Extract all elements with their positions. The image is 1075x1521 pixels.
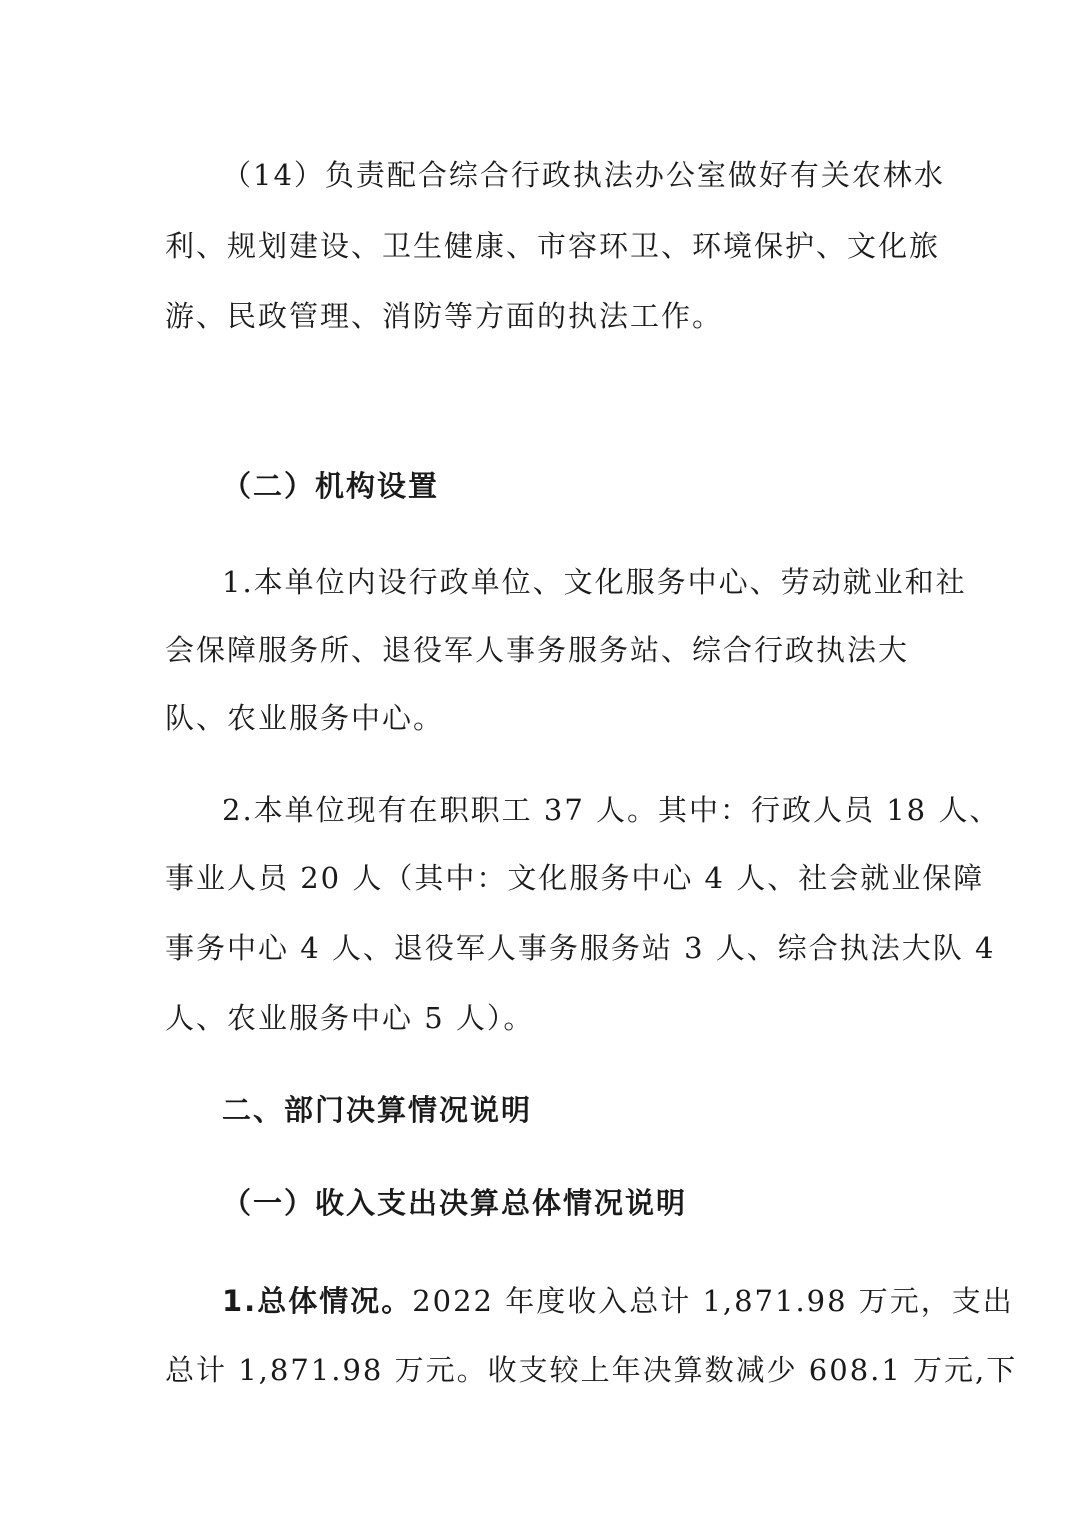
- section-heading-budget: 二、部门决算情况说明: [222, 1093, 533, 1127]
- overall-line-2: 总计 1,871.98 万元。收支较上年决算数减少 608.1 万元,下: [165, 1353, 1018, 1387]
- org-item-2-line-1: 2.本单位现有在职职工 37 人。其中：行政人员 18 人、: [222, 793, 1001, 827]
- section-heading-org: （二）机构设置: [222, 469, 440, 503]
- paragraph-14-line-3: 游、民政管理、消防等方面的执法工作。: [165, 299, 724, 333]
- overall-line-1: [222, 1281, 1014, 1321]
- org-item-1-line-1: 1.本单位内设行政单位、文化服务中心、劳动就业和社: [222, 565, 967, 599]
- overall-line-1-text: 2022 年度收入总计 1,871.98 万元，支出: [412, 1284, 1014, 1318]
- paragraph-14-line-2: 利、规划建设、卫生健康、市容环卫、环境保护、文化旅: [165, 229, 941, 263]
- org-item-2-line-3: 事务中心 4 人、退役军人事务服务站 3 人、综合执法大队 4: [165, 931, 996, 965]
- org-item-1-line-3: 队、农业服务中心。: [165, 701, 445, 735]
- sub-heading-budget-overview: （一）收入支出决算总体情况说明: [222, 1186, 688, 1220]
- org-item-2-line-2: 事业人员 20 人（其中：文化服务中心 4 人、社会就业保障: [165, 861, 985, 895]
- overall-lead: 1.总体情况。: [222, 1284, 413, 1318]
- org-item-2-line-4: 人、农业服务中心 5 人）。: [165, 1001, 535, 1035]
- paragraph-14-line-1: （14）负责配合综合行政执法办公室做好有关农林水: [222, 158, 945, 192]
- org-item-1-line-2: 会保障服务所、退役军人事务服务站、综合行政执法大: [165, 633, 910, 667]
